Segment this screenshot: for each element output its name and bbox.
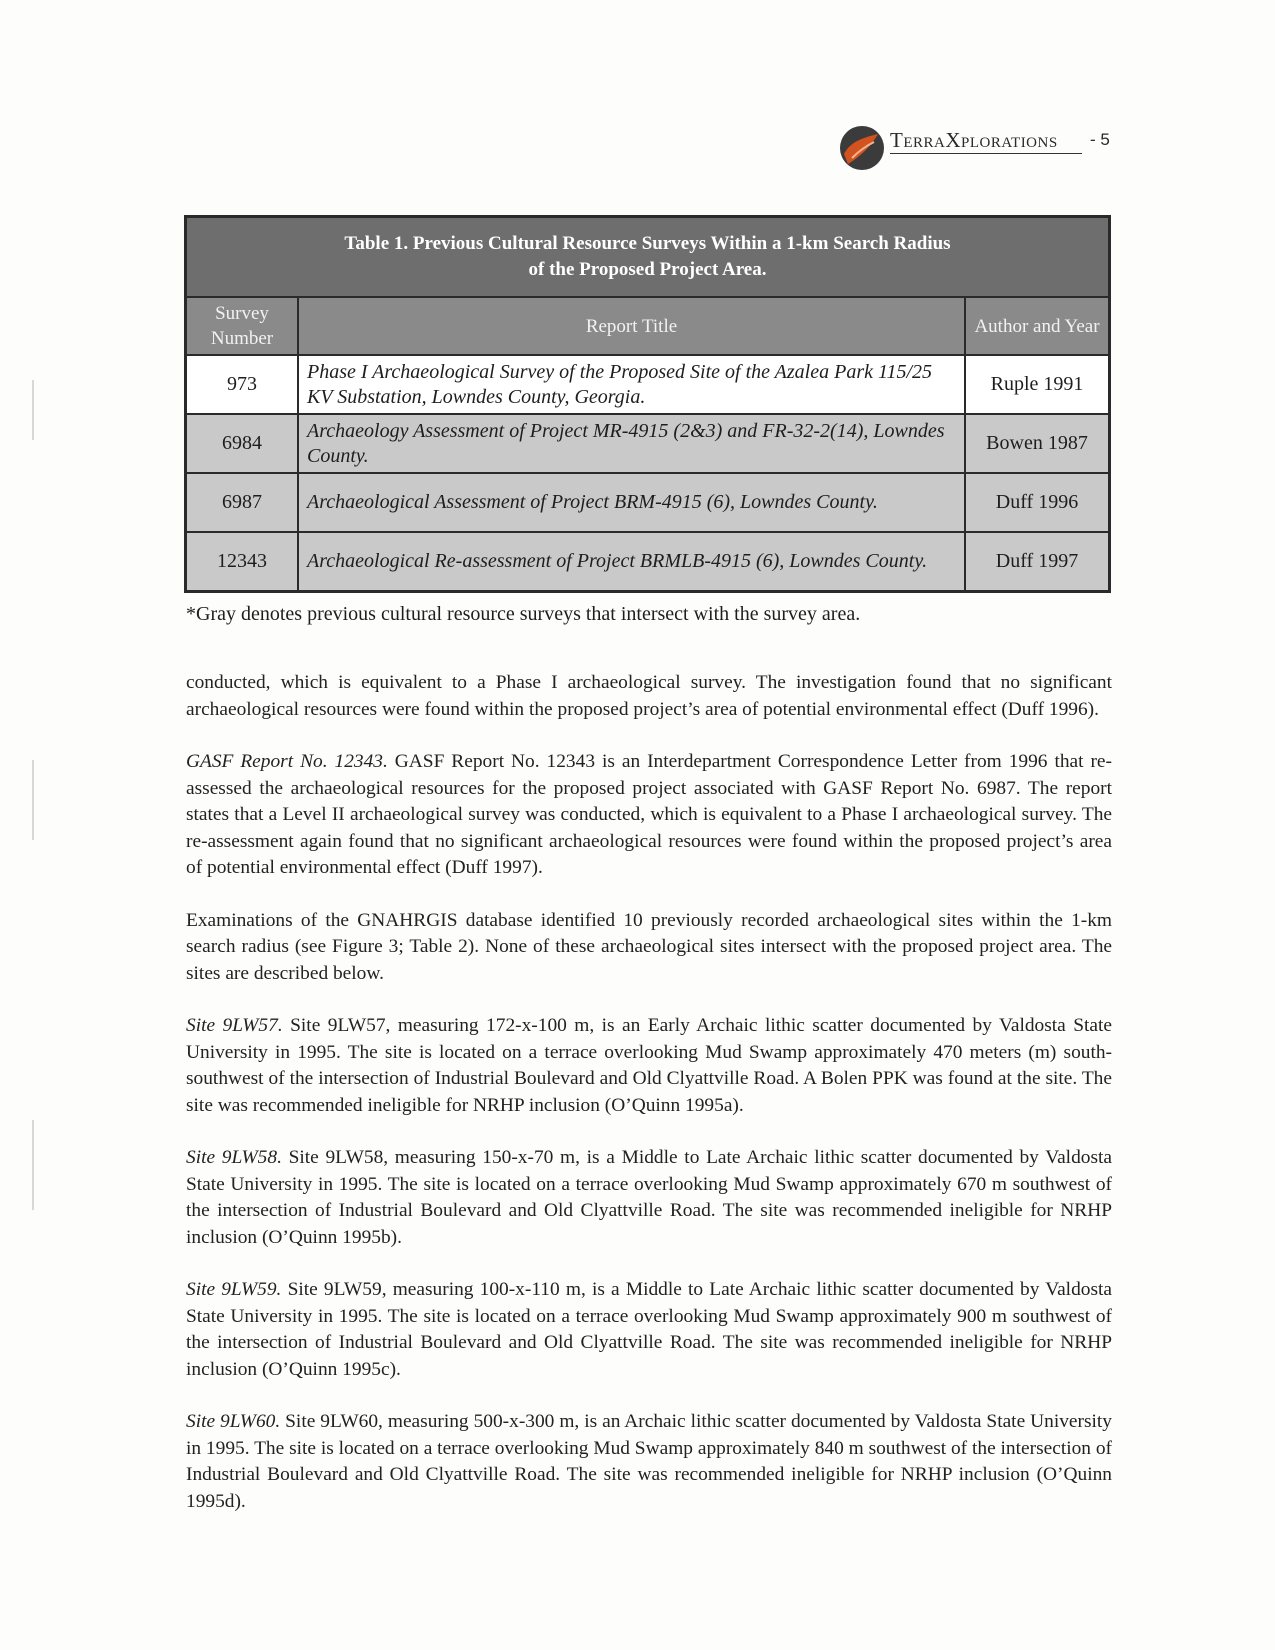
table-row — [186, 414, 1110, 473]
paragraph: GASF Report No. 12343. GASF Report No. 12343 is an Interdepartment Correspondence Letter from 1996 that re-assessed the archaeological resources for the proposed project associated with GASF Report No. 6987. The report states that a Level II archaeological survey was conducted, which is equivalent to a Phase I archaeological survey. The re-assessment again found that no significant archaeological resources were found within the proposed project’s area of potential environmental effect (Duff 1997). — [186, 751, 1112, 878]
paragraph: Site 9LW58. Site 9LW58, measuring 150-x-70 m, is a Middle to Late Archaic lithic scatter documented by Valdosta State University in 1995. The site is located on a terrace overlooking Mud Swamp approximately 670 m southwest of the intersection of Industrial Boulevard and Old Clyattville Road. The site was recommended ineligible for NRHP inclusion (O’Quinn 1995b). — [186, 1147, 1112, 1248]
body-text — [186, 670, 1112, 1541]
report-title-cell: Archaeological Assessment of Project BRM-4915 (6), Lowndes County. — [298, 473, 965, 532]
scan-margin-mark — [32, 1120, 34, 1210]
survey-number-cell: 6987 — [186, 473, 299, 532]
table-row — [186, 532, 1110, 592]
scan-margin-mark — [32, 760, 34, 840]
column-header-survey-number: Survey Number — [186, 297, 299, 355]
author-year-cell: Ruple 1991 — [965, 355, 1110, 414]
paragraph-lead: GASF Report No. 12343. — [186, 751, 388, 772]
table-row — [186, 473, 1110, 532]
column-header-report-title: Report Title — [298, 297, 965, 355]
survey-number-cell: 6984 — [186, 414, 299, 473]
author-year-cell: Duff 1997 — [965, 532, 1110, 592]
paragraph-lead: Site 9LW58. — [186, 1147, 282, 1168]
paragraph: conducted, which is equivalent to a Phase I archaeological survey. The investigation found that no significant archaeological resources were found within the proposed project’s area of potential environmental effect (Duff 1996). — [186, 672, 1112, 720]
table-caption: Table 1. Previous Cultural Resource Surveys Within a 1-km Search Radius of the Proposed Project Area. — [186, 217, 1110, 298]
author-year-cell: Bowen 1987 — [965, 414, 1110, 473]
paragraph: Examinations of the GNAHRGIS database identified 10 previously recorded archaeological sites within the 1-km search radius (see Figure 3; Table 2). None of these archaeological sites intersect with the proposed project area. The sites are described below. — [186, 909, 1112, 984]
report-title-cell: Archaeology Assessment of Project MR-4915 (2&3) and FR-32-2(14), Lowndes County. — [298, 414, 965, 473]
table-row — [186, 355, 1110, 414]
page-header — [838, 118, 1118, 178]
paragraph-lead: Site 9LW57. — [186, 1015, 283, 1036]
paragraph-lead: Site 9LW60. — [186, 1411, 281, 1432]
paragraph: Site 9LW59. Site 9LW59, measuring 100-x-110 m, is a Middle to Late Archaic lithic scatter documented by Valdosta State University in 1995. The site is located on a terrace overlooking Mud Swamp approximately 900 m southwest of the intersection of Industrial Boulevard and Old Clyattville Road. The site was recommended ineligible for NRHP inclusion (O’Quinn 1995c). — [186, 1279, 1113, 1380]
column-header-author-year: Author and Year — [965, 297, 1110, 355]
table-caption-row — [186, 217, 1110, 298]
brand-name: TERRAXPLORATIONS — [890, 128, 1058, 152]
terraxplorations-logo-icon — [838, 124, 886, 172]
report-title-cell: Archaeological Re-assessment of Project BRMLB-4915 (6), Lowndes County. — [298, 532, 965, 592]
paragraph: Site 9LW57. Site 9LW57, measuring 172-x-100 m, is an Early Archaic lithic scatter documented by Valdosta State University in 1995. The site is located on a terrace overlooking Mud Swamp approximately 470 meters (m) south-southwest of the intersection of Industrial Boulevard and Old Clyattville Road. A Bolen PPK was found at the site. The site was recommended ineligible for NRHP inclusion (O’Quinn 1995a). — [186, 1015, 1113, 1116]
previous-surveys-table — [184, 215, 1111, 593]
page-number: - 5 — [1090, 130, 1110, 149]
author-year-cell: Duff 1996 — [965, 473, 1110, 532]
scan-margin-mark — [32, 380, 34, 440]
survey-number-cell: 973 — [186, 355, 299, 414]
survey-number-cell: 12343 — [186, 532, 299, 592]
brand-underline — [890, 153, 1082, 154]
table-header-row — [186, 297, 1110, 355]
paragraph-lead: Site 9LW59. — [186, 1279, 282, 1300]
report-title-cell: Phase I Archaeological Survey of the Proposed Site of the Azalea Park 115/25 KV Substation, Lowndes County, Georgia. — [298, 355, 965, 414]
paragraph: Site 9LW60. Site 9LW60, measuring 500-x-300 m, is an Archaic lithic scatter documented by Valdosta State University in 1995. The site is located on a terrace overlooking Mud Swamp approximately 840 m southwest of the intersection of Industrial Boulevard and Old Clyattville Road. The site was recommended ineligible for NRHP inclusion (O’Quinn 1995d). — [186, 1411, 1112, 1512]
table-footnote: *Gray denotes previous cultural resource surveys that intersect with the survey area. — [186, 603, 861, 625]
